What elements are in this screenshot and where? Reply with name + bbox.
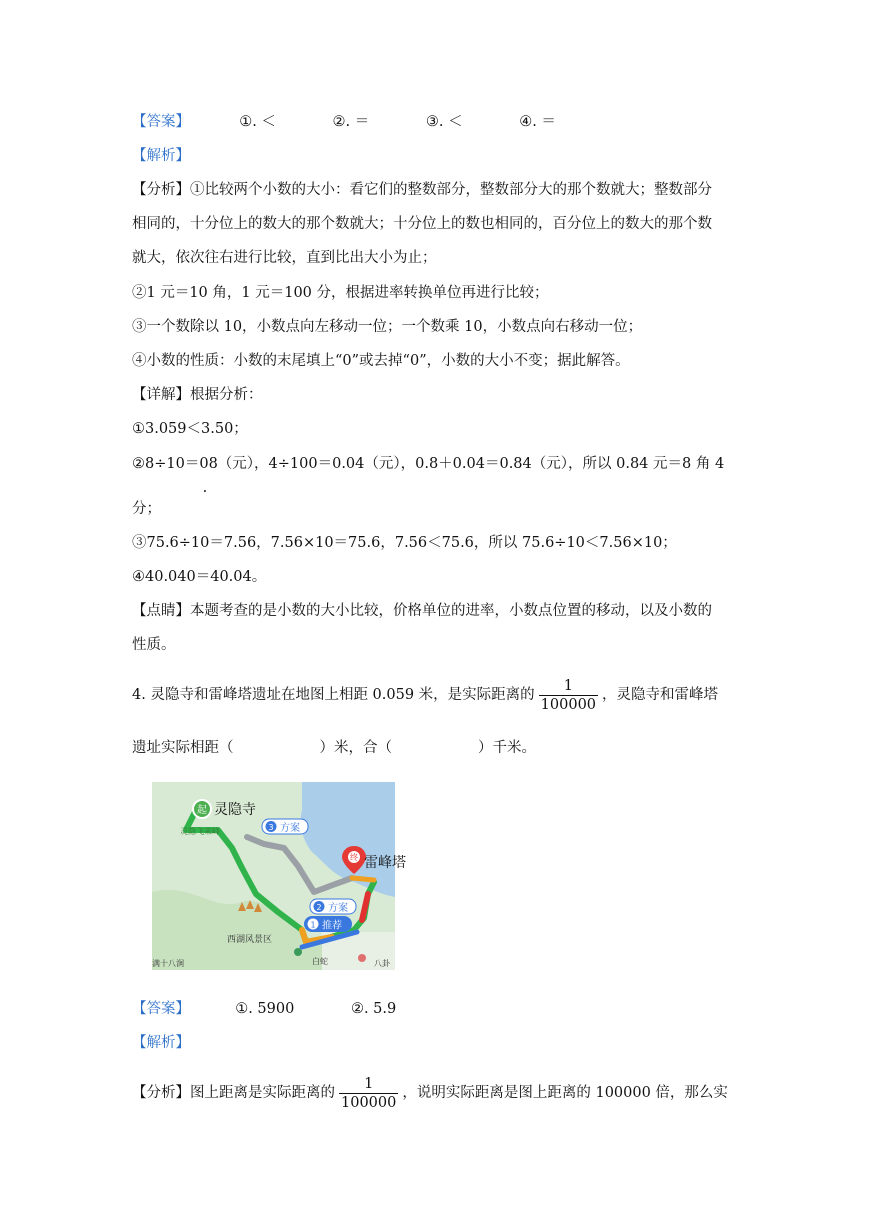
fraction-denominator: 100000 <box>540 696 597 713</box>
solution-line-3: ③75.6÷10＝7.56，7.56×10＝75.6，7.56＜75.6，所以 75.6÷10＜7.56×10； <box>132 535 677 551</box>
fenxi-text: ，说明实际距离是图上距离的 100000 倍，那么实 <box>402 1085 728 1101</box>
xiangjie-tag: 【详解】 <box>132 387 190 403</box>
answer-item: ②. 5.9 <box>350 1001 397 1017</box>
poi-feilai: 灵隐飞来峰 <box>180 827 220 836</box>
route-slow-segment <box>352 878 374 880</box>
dianjing-line <box>132 601 712 621</box>
q4-stem: ，灵隐寺和雷峰塔 <box>602 687 719 703</box>
poi-shibajian: 满十八涧 <box>152 959 184 968</box>
solution-line-2: ②8÷10＝0 . 8（元），4÷100＝0.04（元），0.8＋0.04＝0.84（元），所以 0.84 元＝8 角 4 <box>132 456 725 496</box>
place-start-label: 灵隐寺 <box>214 802 256 818</box>
answer-item: ④. ＝ <box>519 114 556 130</box>
place-end-label: 雷峰塔 <box>364 855 406 871</box>
route2-text: 方案 <box>328 903 348 914</box>
route1-num: 1 <box>310 920 316 930</box>
fenxi-text: ④小数的性质：小数的末尾填上“0”或去掉“0”，小数的大小不变；据此解答。 <box>132 353 630 369</box>
fenxi-line <box>132 180 712 200</box>
fenxi-tag: 【分析】 <box>132 1085 190 1101</box>
fraction-denominator: 100000 <box>341 1094 397 1111</box>
dianjing-text: 本题考查的是小数的大小比较，价格单位的进率，小数点位置的移动，以及小数的 <box>190 603 712 619</box>
analysis-tag: 【解析】 <box>132 148 190 164</box>
q4-fenxi-line <box>132 1074 728 1112</box>
q4-answer-line <box>132 999 396 1019</box>
analysis-tag: 【解析】 <box>132 1035 190 1051</box>
xiangjie-intro: 根据分析： <box>190 387 263 403</box>
solution-line-2-end: 分； <box>132 501 161 517</box>
dianjing-tag: 【点睛】 <box>132 603 190 619</box>
q4-stem: ）千米。 <box>478 740 536 756</box>
fenxi-text: 就大，依次往右进行比较，直到比出大小为止； <box>132 250 437 266</box>
poi-xihu: 西湖风景区 <box>227 935 273 945</box>
q4-stem: 4. 灵隐寺和雷峰塔遗址在地图上相距 0.059 米，是实际距离的 <box>132 687 535 703</box>
fraction-numerator: 1 <box>539 677 598 696</box>
fraction <box>339 1075 398 1112</box>
dianjing-text: 性质。 <box>132 637 176 653</box>
poi-bagua: 八卦 <box>374 959 390 968</box>
fenxi-text: ②1 元＝10 角，1 元＝100 分，根据进率转换单位再进行比较； <box>132 285 549 301</box>
fenxi-text: ①比较两个小数的大小：看它们的整数部分，整数部分大的那个数就大；整数部分 <box>190 182 712 198</box>
fenxi-text: 图上距离是实际距离的 <box>190 1085 335 1101</box>
scenic-icon <box>358 954 366 962</box>
solution-text: 8（元），4÷100＝0.04（元），0.8＋0.04＝0.84（元），所以 0.84 元＝8 角 4 <box>208 456 725 472</box>
xiangjie-line <box>132 385 263 405</box>
park-icon <box>294 948 302 956</box>
fraction-numerator: 1 <box>339 1075 398 1094</box>
solution-text: ②8÷10＝0 <box>132 456 209 472</box>
answer-item: ③. ＜ <box>425 114 463 130</box>
answer-item: ①. 5900 <box>235 1001 295 1017</box>
fenxi-tag: 【分析】 <box>132 182 190 198</box>
end-badge-text: 终 <box>350 853 358 862</box>
answer-item: ②. ＝ <box>332 114 370 130</box>
poi-baidi: 白蛇 <box>312 957 328 966</box>
solution-line-1: ①3.059＜3.50； <box>132 421 248 437</box>
q4-stem-line-2 <box>132 738 536 758</box>
answer-tag: 【答案】 <box>132 1001 190 1017</box>
answer-item: ①. ＜ <box>239 114 276 130</box>
q4-stem-line-1 <box>132 676 718 714</box>
start-badge-text: 起 <box>197 805 207 816</box>
route3-num: 3 <box>268 823 274 832</box>
q3-answer-line <box>132 112 556 132</box>
fraction <box>539 677 598 714</box>
route1-text: 推荐 <box>322 920 342 932</box>
route3-text: 方案 <box>280 823 300 834</box>
route2-num: 2 <box>316 903 322 912</box>
q4-stem: 遗址实际相距（ <box>132 740 234 756</box>
route-map <box>152 782 406 970</box>
answer-tag: 【答案】 <box>132 114 190 130</box>
q4-stem: ）米，合（ <box>319 740 392 756</box>
solution-line-4: ④40.040＝40.04。 <box>132 569 267 585</box>
fenxi-text: ③一个数除以 10，小数点向左移动一位；一个数乘 10，小数点向右移动一位； <box>132 319 643 335</box>
fenxi-text: 相同的，十分位上的数大的那个数就大；十分位上的数也相同的，百分位上的数大的那个数 <box>132 216 712 232</box>
